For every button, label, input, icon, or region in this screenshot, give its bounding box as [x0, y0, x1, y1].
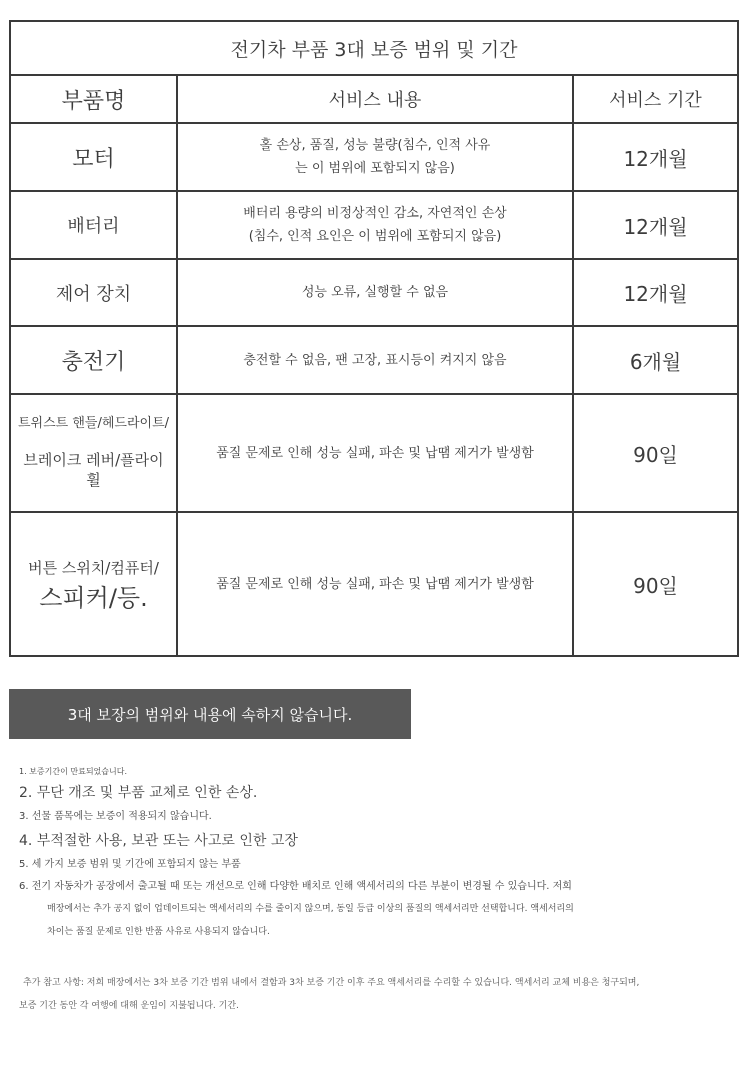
service-content: 성능 오류, 실행할 수 없음 — [177, 259, 573, 326]
header-service-content: 서비스 내용 — [177, 75, 573, 123]
table-row — [10, 191, 738, 259]
table-row — [10, 123, 738, 191]
service-content — [177, 191, 573, 259]
service-period: 12개월 — [573, 259, 738, 326]
service-line: 는 이 범위에 포함되지 않음) — [295, 161, 455, 176]
service-line: 배터리 용량의 비정상적인 감소, 자연적인 손상 — [243, 206, 507, 221]
note-item: 2. 무단 개조 및 부품 교체로 인한 손상. — [19, 785, 258, 801]
service-line: 홀 손상, 품질, 성능 불량(침수, 인적 사유 — [259, 138, 491, 153]
part-name: 모터 — [10, 123, 177, 191]
part-name-line: 스피커/등. — [39, 583, 148, 612]
service-period: 12개월 — [573, 123, 738, 191]
service-period: 90일 — [573, 394, 738, 512]
note-item: 차이는 품질 문제로 인한 반품 사유로 사용되지 않습니다. — [47, 927, 270, 937]
table-row — [10, 259, 738, 326]
service-content: 품질 문제로 인해 성능 실패, 파손 및 납땜 제거가 발생함 — [177, 512, 573, 656]
additional-note-line: 추가 참고 사항: 저희 매장에서는 3차 보증 기간 범위 내에서 결함과 3차 보증 기간 이후 주요 액세서리를 수리할 수 있습니다. 액세서리 교체 비용은 청구되며, — [23, 978, 640, 988]
exclusion-banner: 3대 보장의 범위와 내용에 속하지 않습니다. — [9, 689, 411, 739]
part-name-line: 버튼 스위치/컴퓨터/ — [28, 558, 159, 577]
part-name — [10, 394, 177, 512]
service-content: 품질 문제로 인해 성능 실패, 파손 및 납땜 제거가 발생함 — [177, 394, 573, 512]
note-item: 6. 전기 자동차가 공장에서 출고될 때 또는 개선으로 인해 다양한 배치로 인해 액세서리의 다른 부분이 변경될 수 있습니다. 저희 — [19, 881, 572, 892]
service-period: 90일 — [573, 512, 738, 656]
table-title: 전기차 부품 3대 보증 범위 및 기간 — [10, 21, 738, 75]
part-name-line: 트위스트 핸들/헤드라이트/ — [17, 416, 170, 431]
note-item: 1. 보증기간이 만료되었습니다. — [19, 767, 127, 776]
warranty-table — [9, 20, 739, 657]
service-content — [177, 123, 573, 191]
note-item: 4. 부적절한 사용, 보관 또는 사고로 인한 고장 — [19, 833, 298, 849]
table-row — [10, 512, 738, 656]
part-name-line: 브레이크 레버/플라이휠 — [23, 451, 164, 489]
service-period: 6개월 — [573, 326, 738, 394]
service-content: 충전할 수 없음, 팬 고장, 표시등이 켜지지 않음 — [177, 326, 573, 394]
exclusion-notes — [19, 764, 739, 944]
part-name — [10, 512, 177, 656]
service-line: (침수, 인적 요인은 이 범위에 포함되지 않음) — [248, 229, 502, 244]
note-item: 5. 세 가지 보증 범위 및 기간에 포함되지 않는 부품 — [19, 859, 241, 870]
service-period: 12개월 — [573, 191, 738, 259]
header-service-period: 서비스 기간 — [573, 75, 738, 123]
table-row — [10, 394, 738, 512]
part-name: 배터리 — [10, 191, 177, 259]
note-item: 매장에서는 추가 공지 없이 업데이트되는 액세서리의 수를 줄이지 않으며, 동일 등급 이상의 품질의 액세서리만 선택합니다. 액세서리의 — [47, 904, 574, 914]
part-name: 충전기 — [10, 326, 177, 394]
table-row — [10, 326, 738, 394]
additional-note-line: 보증 기간 동안 각 여행에 대해 운임이 지불됩니다. 기간. — [19, 1001, 239, 1011]
warranty-sheet — [9, 20, 737, 657]
additional-notes — [19, 972, 744, 1018]
part-name: 제어 장치 — [10, 259, 177, 326]
header-part-name: 부품명 — [10, 75, 177, 123]
note-item: 3. 선물 품목에는 보증이 적용되지 않습니다. — [19, 811, 212, 822]
